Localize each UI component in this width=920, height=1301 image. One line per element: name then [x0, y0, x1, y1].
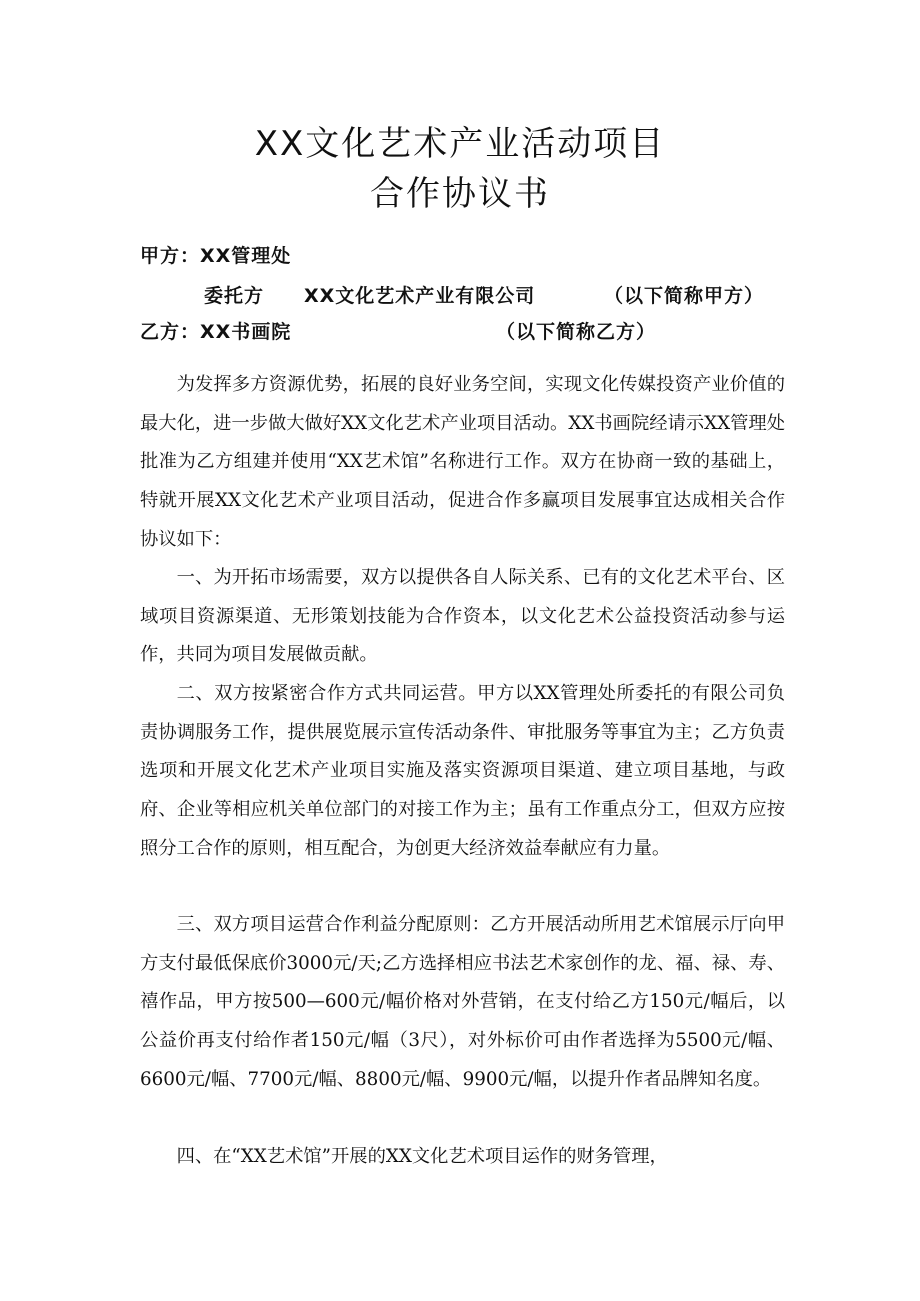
entrust-company: XX文化艺术产业有限公司 [304, 285, 536, 307]
party-a-line: 甲方：XX管理处 [140, 245, 292, 267]
party-b-line: 乙方：XX书画院 [140, 321, 292, 343]
party-b-abbreviation-note: （以下简称乙方） [496, 321, 657, 343]
paragraph-clause-1: 一、为开拓市场需要，双方以提供各自人际关系、已有的文化艺术平台、区域项目资源渠道、无形策划技能为合作资本，以文化艺术公益投资活动参与运作，共同为项目发展做贡献。 [140, 567, 785, 666]
paragraph-clause-4: 四、在“XX艺术馆”开展的XX文化艺术项目运作的财务管理， [176, 1146, 668, 1168]
document-title: XX文化艺术产业活动项目 [254, 124, 666, 164]
entrust-abbreviation-note: （以下简称甲方） [604, 285, 765, 307]
paragraph-intro: 为发挥多方资源优势，拓展的良好业务空间，实现文化传媒投资产业价值的最大化，进一步做大做好XX文化艺术产业项目活动。XX书画院经请示XX管理处批准为乙方组建并使用“XX艺术馆”名称进行工作。双方在协商一致的基础上，特就开展XX文化艺术产业项目活动，促进合作多赢项目发展事宜达成相关合作协议如下： [140, 374, 785, 550]
document-subtitle: 合作协议书 [370, 174, 550, 214]
entrust-label: 委托方 [204, 285, 265, 307]
paragraph-clause-3: 三、双方项目运营合作利益分配原则：乙方开展活动所用艺术馆展示厅向甲方支付最低保底价3000元/天;乙方选择相应书法艺术家创作的龙、福、禄、寿、禧作品，甲方按500—600元/幅价格对外营销，在支付给乙方150元/幅后，以公益价再支付给作者150元/幅（3尺），对外标价可由作者选择为5500元/幅、6600元/幅、7700元/幅、8800元/幅、9900元/幅，以提升作者品牌知名度。 [140, 914, 785, 1090]
paragraph-clause-2: 二、双方按紧密合作方式共同运营。甲方以XX管理处所委托的有限公司负责协调服务工作，提供展览展示宣传活动条件、审批服务等事宜为主；乙方负责选项和开展文化艺术产业项目实施及落实资源项目渠道、建立项目基地，与政府、企业等相应机关单位部门的对接工作为主；虽有工作重点分工，但双方应按照分工合作的原则，相互配合，为创更大经济效益奉献应有力量。 [140, 683, 785, 859]
